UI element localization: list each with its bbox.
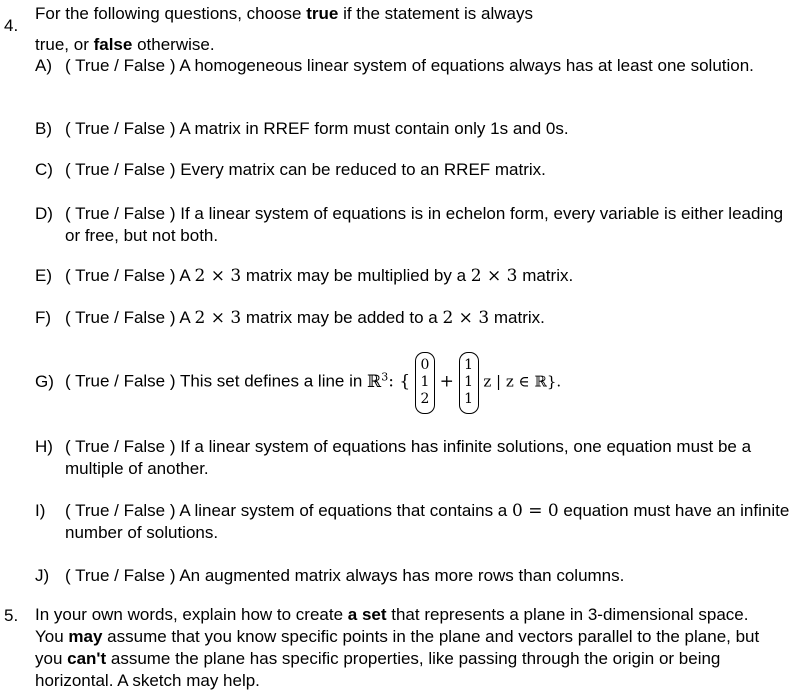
item-statement: ( True / False ) Every matrix can be reduced to an RREF matrix.: [65, 160, 546, 179]
true-false-choice[interactable]: ( True / False ): [65, 160, 176, 179]
item-statement: ( True / False ) A linear system of equations that contains a 0 = 0 equation must have an infinite number of solutions.: [65, 501, 790, 542]
item-statement: ( True / False ) A 2 × 3 matrix may be multiplied by a 2 × 3 matrix.: [65, 266, 574, 286]
item-letter: H): [35, 437, 53, 456]
true-false-choice[interactable]: ( True / False ): [65, 308, 176, 327]
item-statement: ( True / False ) A 2 × 3 matrix may be added to a 2 × 3 matrix.: [65, 308, 545, 328]
question-intro-line2: true, or false otherwise.: [35, 35, 215, 54]
true-false-choice[interactable]: ( True / False ): [65, 371, 176, 391]
true-false-choice[interactable]: ( True / False ): [65, 566, 176, 585]
question-prompt: In your own words, explain how to create a set that represents a plane in 3-dimensional space. You may assume that you know specific points in the plane and vectors parallel to the plane, but you can't assume the plane has specific properties, like passing through the origin or being horizontal. A sketch may help.: [35, 605, 760, 690]
item-statement: ( True / False ) A homogeneous linear system of equations always has at least one solution.: [65, 56, 754, 75]
right-paren: [469, 352, 479, 414]
item-statement: ( True / False ) A matrix in RREF form must contain only 1s and 0s.: [65, 119, 569, 138]
item-letter: I): [35, 501, 46, 520]
item-letter: B): [35, 119, 52, 138]
math-expression: 2 × 3: [442, 308, 490, 328]
math-expression: 2 × 3: [470, 266, 518, 286]
item-letter: F): [35, 308, 52, 327]
math-expression: 2 × 3: [194, 266, 242, 286]
item-letter: C): [35, 160, 53, 179]
true-false-choice[interactable]: ( True / False ): [65, 119, 176, 138]
true-false-choice[interactable]: ( True / False ): [65, 437, 176, 456]
item-letter: G): [35, 372, 54, 391]
real-space-symbol: ℝ$^3$: [367, 370, 389, 392]
question-number: 5.: [4, 606, 19, 625]
plus-sign: +: [439, 371, 454, 392]
math-expression: 0 = 0: [511, 501, 559, 521]
true-false-choice[interactable]: ( True / False ): [65, 501, 176, 520]
question-number: 4.: [4, 16, 19, 35]
question-intro-line1: For the following questions, choose true if the statement is always: [35, 4, 533, 23]
item-statement: ( True / False ) This set defines a line in ℝ$^3$: { 0 1 2 + 1 1 1 z | z ∈ ℝ}.: [65, 342, 561, 412]
true-false-choice[interactable]: ( True / False ): [65, 56, 176, 75]
item-letter: E): [35, 266, 52, 285]
math-expression: 2 × 3: [194, 308, 242, 328]
true-false-choice[interactable]: ( True / False ): [65, 266, 176, 285]
right-paren: [425, 352, 435, 414]
vector-1: 0 1 2: [415, 352, 435, 412]
item-letter: D): [35, 204, 53, 223]
item-letter: A): [35, 56, 52, 75]
item-statement: ( True / False ) If a linear system of equations is in echelon form, every variable is either leading or free, but not both.: [65, 204, 784, 245]
vector-2: 1 1 1: [459, 352, 479, 412]
item-statement: ( True / False ) If a linear system of equations has infinite solutions, one equation must be a multiple of another.: [65, 437, 752, 478]
true-false-choice[interactable]: ( True / False ): [65, 204, 176, 223]
item-statement: ( True / False ) An augmented matrix always has more rows than columns.: [65, 566, 625, 585]
item-letter: J): [35, 566, 50, 585]
set-condition: z | z ∈ ℝ}.: [483, 372, 562, 391]
